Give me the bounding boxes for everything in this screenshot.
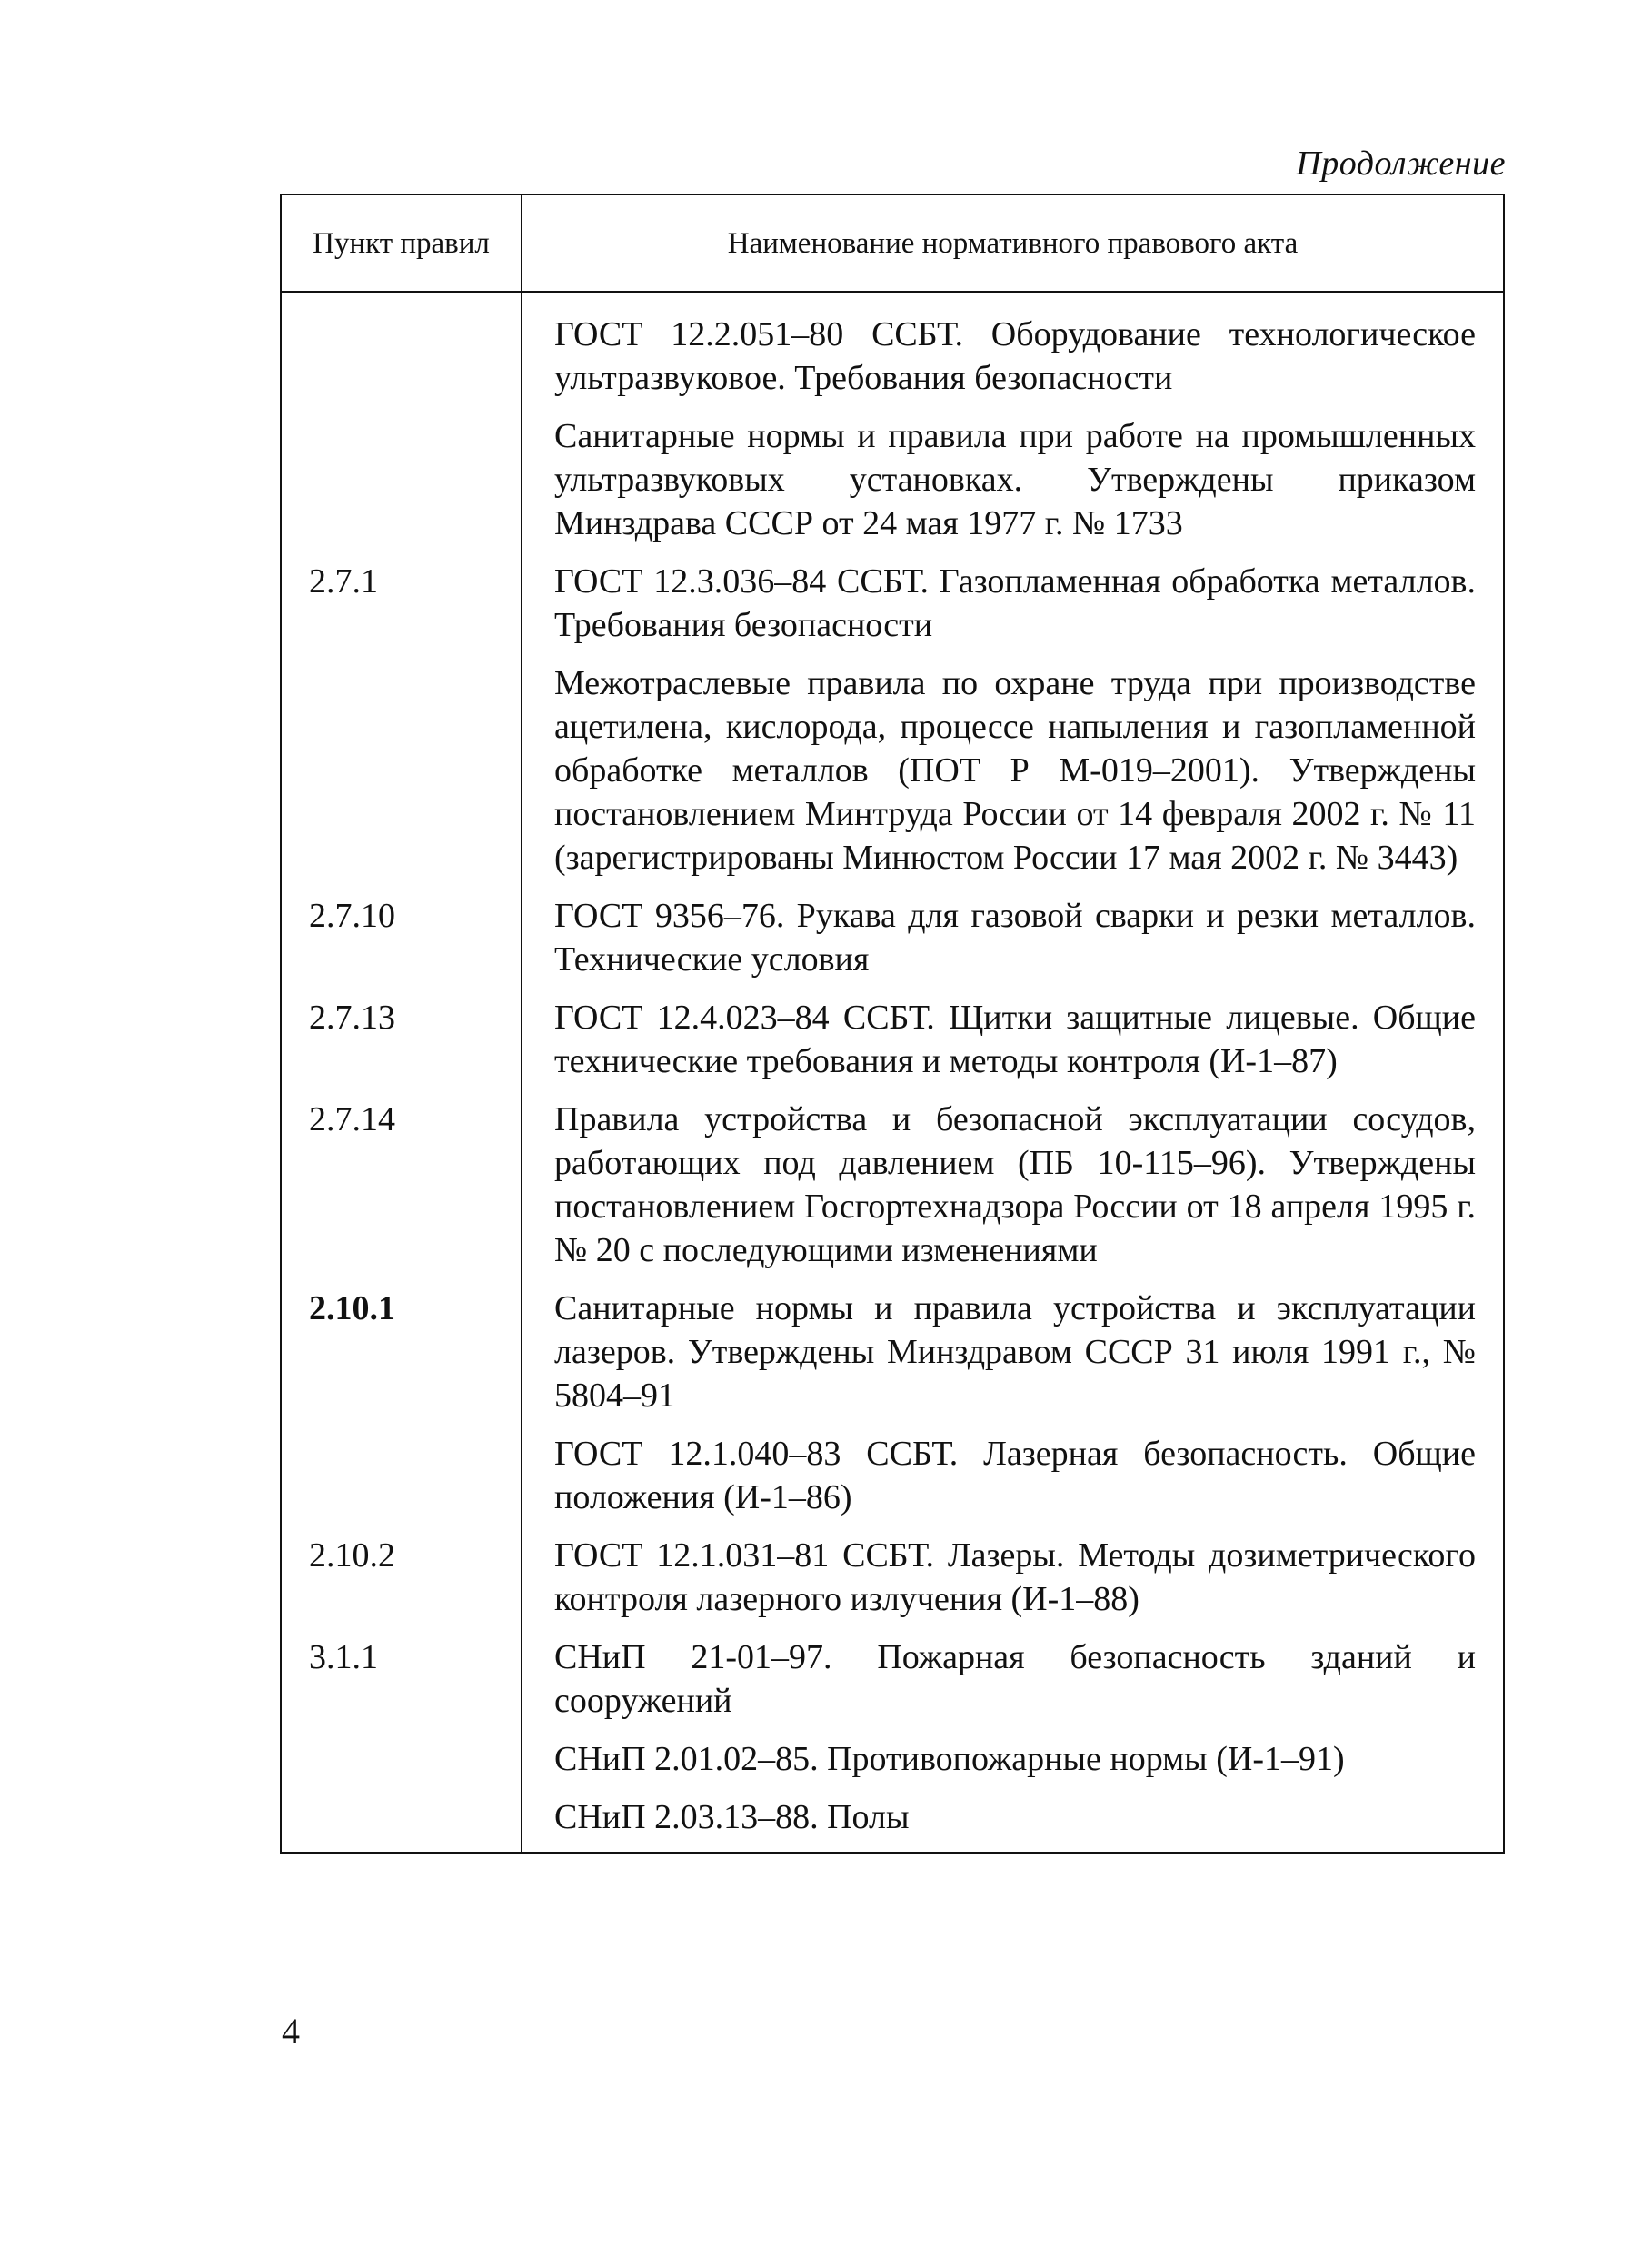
row-act-name: Правила устройства и безопасной эксплуатации сосудов, работающих под давлением (ПБ 10-115–96). Утверждены постановлением Госгортехнадзора России от 18 апреля 1995 г. № 20 с последующими изменениями	[522, 1088, 1504, 1277]
table-header-row	[281, 194, 1504, 292]
table-row	[281, 1423, 1504, 1525]
table-row	[281, 1088, 1504, 1277]
row-point: 2.10.2	[281, 1525, 522, 1626]
row-point: 3.1.1	[281, 1626, 522, 1728]
row-act-name: СНиП 21-01–97. Пожарная безопасность зданий и сооружений	[522, 1626, 1504, 1728]
row-point	[281, 652, 522, 885]
row-act-name: Санитарные нормы и правила устройства и эксплуатации лазеров. Утверждены Минздравом СССР 31 июля 1991 г., № 5804–91	[522, 1277, 1504, 1423]
row-act-name: ГОСТ 9356–76. Рукава для газовой сварки и резки металлов. Технические условия	[522, 885, 1504, 987]
row-act-name: СНиП 2.03.13–88. Полы	[522, 1786, 1504, 1853]
column-header-point: Пункт правил	[281, 194, 522, 292]
row-point: 2.7.1	[281, 551, 522, 652]
row-point: 2.7.14	[281, 1088, 522, 1277]
row-point	[281, 1728, 522, 1786]
table-row	[281, 405, 1504, 551]
continuation-label: Продолжение	[1296, 144, 1506, 183]
table-row	[281, 987, 1504, 1088]
row-point	[281, 292, 522, 405]
table-row	[281, 551, 1504, 652]
table-row	[281, 885, 1504, 987]
row-point: 2.7.13	[281, 987, 522, 1088]
table-row	[281, 1786, 1504, 1853]
row-act-name: Санитарные нормы и правила при работе на промышленных ультразвуковых установках. Утверждены приказом Минздрава СССР от 24 мая 1977 г. № 1733	[522, 405, 1504, 551]
page-number: 4	[282, 2011, 300, 2052]
row-act-name: ГОСТ 12.1.031–81 ССБТ. Лазеры. Методы дозиметрического контроля лазерного излучения (И-1–88)	[522, 1525, 1504, 1626]
table-row	[281, 652, 1504, 885]
table-row	[281, 1626, 1504, 1728]
row-point: 2.10.1	[281, 1277, 522, 1423]
row-point	[281, 1786, 522, 1853]
table-row	[281, 1277, 1504, 1423]
row-point	[281, 405, 522, 551]
row-point	[281, 1423, 522, 1525]
row-act-name: ГОСТ 12.4.023–84 ССБТ. Щитки защитные лицевые. Общие технические требования и методы контроля (И-1–87)	[522, 987, 1504, 1088]
table-row	[281, 292, 1504, 405]
column-header-name: Наименование нормативного правового акта	[522, 194, 1504, 292]
row-act-name: ГОСТ 12.2.051–80 ССБТ. Оборудование технологическое ультразвуковое. Требования безопасности	[522, 292, 1504, 405]
row-act-name: ГОСТ 12.3.036–84 ССБТ. Газопламенная обработка металлов. Требования безопасности	[522, 551, 1504, 652]
row-act-name: ГОСТ 12.1.040–83 ССБТ. Лазерная безопасность. Общие положения (И-1–86)	[522, 1423, 1504, 1525]
row-point: 2.7.10	[281, 885, 522, 987]
row-act-name: СНиП 2.01.02–85. Противопожарные нормы (И-1–91)	[522, 1728, 1504, 1786]
table-row	[281, 1525, 1504, 1626]
table-row	[281, 1728, 1504, 1786]
row-act-name: Межотраслевые правила по охране труда при производстве ацетилена, кислорода, процессе напыления и газопламенной обработке металлов (ПОТ Р М-019–2001). Утверждены постановлением Минтруда России от 14 февраля 2002 г. № 11 (зарегистрированы Минюстом России 17 мая 2002 г. № 3443)	[522, 652, 1504, 885]
regulations-table	[280, 194, 1505, 1854]
